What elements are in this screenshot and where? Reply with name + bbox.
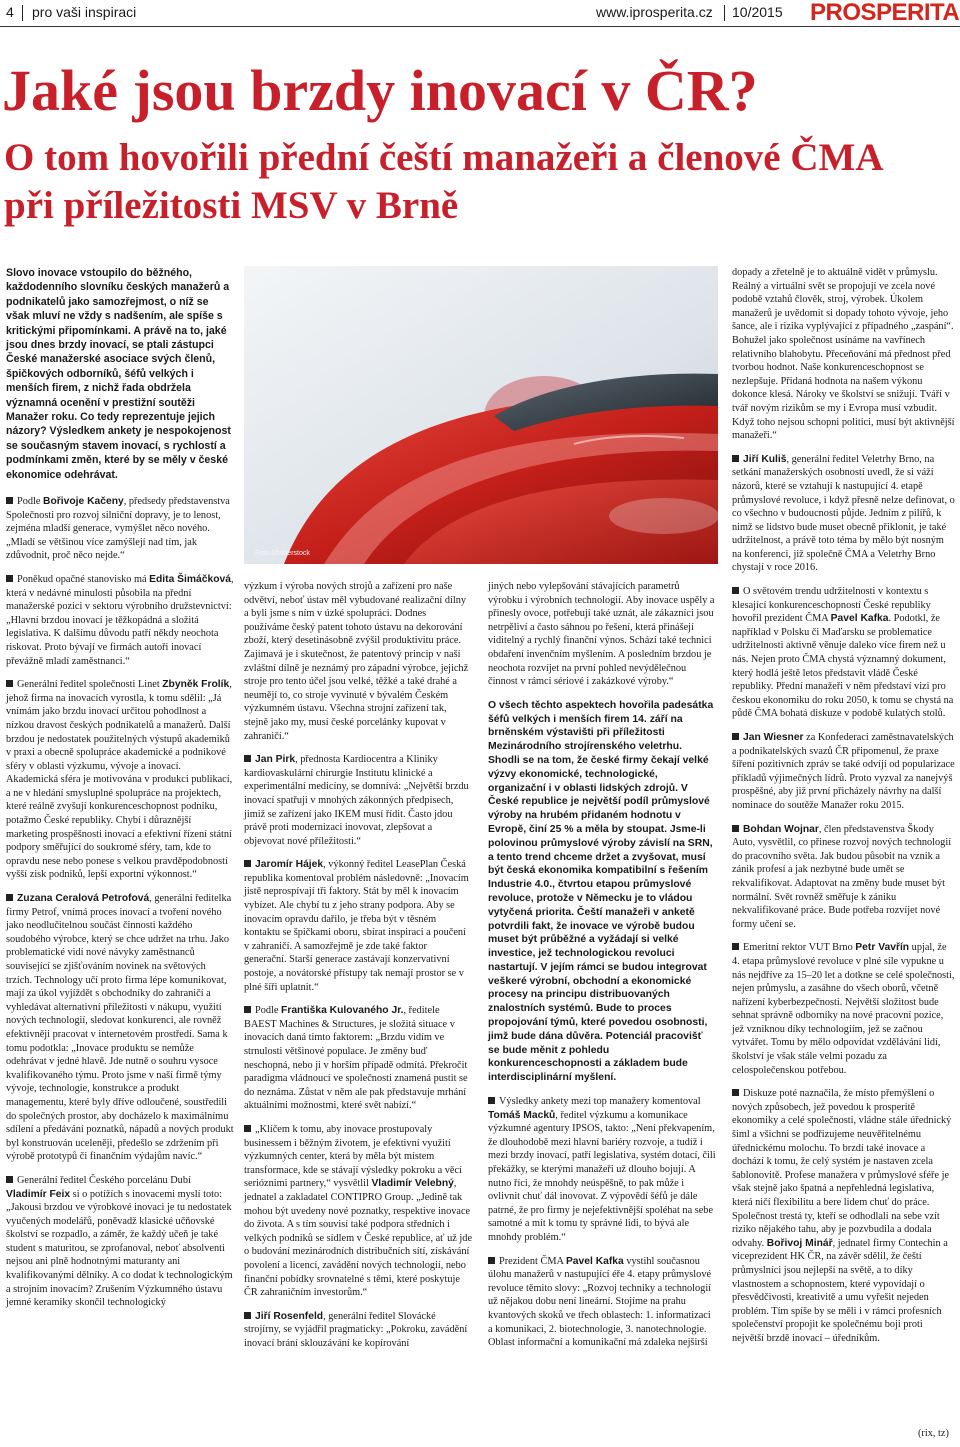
paragraph: Jan Pirk, přednosta Kardiocentra a Kliniky kardiovaskulární chirurgie Institutu klinické a experimentální medicíny, se domnívá: „Největší brzdu inovací spatřuji v mnohých zákonných předpisech, jimiž se zařízení jako IKEM musí řídit. Často jdou právě proti modernizaci inovovat, zlepšovat a objevovat nové příležitosti.“ <box>244 754 469 847</box>
bullet-square-icon <box>488 1257 495 1264</box>
page-header <box>0 0 960 26</box>
article-lead: Slovo inovace vstoupilo do běžného, každodenního slovníku českých manažerů a podnikatelů jako samozřejmost, o níž se však mluví ne vždy s nadšením, ale spíše s kritickými připomínkami. A právě na to, jaké jsou dnes brzdy inovací, se ptali zástupci České manažerské asociace svých členů, špičkových odborníků, šéfů velkých i menších firem, z nichž řada obdržela významná ocenění v prestižní soutěži Manažer roku. Co tedy reprezentuje jejich názory? Výsledkem ankety je nespokojenost se současným stavem inovací, s rychlostí a podmínkami změn, které by se měly v české ekonomice odehrávat. <box>6 267 231 481</box>
person-name: Zbyněk Frolík <box>162 679 230 691</box>
header-divider-2 <box>724 5 725 21</box>
person-name: Bořivoje Kačeny <box>43 496 124 507</box>
text-column-2 <box>244 580 472 1360</box>
person-name: Bohdan Wojnar <box>743 823 819 835</box>
article-title: Jaké jsou brzdy inovací v ČR? <box>2 58 758 123</box>
bullet-square-icon <box>6 497 13 504</box>
article-subtitle: O tom hovořili přední čeští manažeři a členové ČMA při příležitosti MSV v Brně <box>4 136 882 227</box>
car-photo <box>244 266 718 564</box>
person-name: Tomáš Macků <box>488 1109 556 1121</box>
paragraph: dopady a zřetelně je to aktuálně vidět v průmyslu. Reálný a virtuální svět se propojují ve zcela nové podobě vztahů člověk, stroj, výrobek. Úkolem manažerů je uvědomit si dopady tohoto vývoje, jeho šance, ale i rizika vyplývající z případného „zaspání“. Bohužel jako společnost usínáme na vavřínech relativního blahobytu. Přeceňování má přednost před tvorbou hodnot. Naše konkurenceschopnost se nezlepšuje. Přidaná hodnota na našem výkonu dokonce klesá. Nároky ve školství se snižují. Tváří v tvář novým rizikům se my i Evropa musí vzbudit. Když toho nejsou schopni politici, musí být aktivnější manažeři.“ <box>732 267 955 442</box>
paragraph: O světovém trendu udržitelnosti v kontextu s klesající konkurenceschopností České republiky hovořil prezident ČMA Pavel Kafka. Podotkl, že například v Polsku či Maďarsku se problematice udržitelnosti aktivně věnuje daleko více firem než u nás. Nejen proto ČMA chystá významný dokument, který hodlá ještě letos představit vládě České republiky. Přední manažeři v něm představí vizi pro českou ekonomiku do roku 2050, k tomu se chystá na půdě ČMA bohatá diskuze v podobě kulatých stolů. <box>732 586 954 720</box>
paragraph: Poněkud opačné stanovisko má Edita Šimáčková, která v nedávné minulosti působila na přední manažerské pozici v sektoru výrobního družstevnictví: „Hlavní brzdou inovací je těžkopádná a složitá legislativa. K dalšímu důvodu patří někdy neochota riskovat. Proto bývají ve firmách autoři inovací převážně mladí zaměstnanci.“ <box>6 573 234 667</box>
page-number: 4 <box>6 4 14 20</box>
bullet-square-icon <box>488 1097 495 1104</box>
photo-credit: Foto Shutterstock <box>255 550 310 557</box>
issue-number: 10/2015 <box>732 4 783 20</box>
text-column-3 <box>488 580 716 1360</box>
person-name: Edita Šimáčková <box>149 573 231 585</box>
paragraph: Diskuze poté naznačila, že místo přemýšlení o nových způsobech, jež povedou k prosperitě ekonomiky a celé společnosti, vládne stále úřednický šiml a všichni se podřizujeme neuvěřitelnému úřednickému molochu. To brzdí také inovace a dochází k tomu, že celý systém je nastaven zcela šablonovitě. Profese manažera v průmyslové sféře je však stejně jako špatná a nepřehledná legislativa, která ničí flexibilitu a bere lidem chuť do práce. Společnost trestá ty, kteří se odhodlali na sebe vzít riziko nějakého tahu, aby je pozvbudila a dodala odvahy. Bořivoj Minář, jednatel firmy Contechin a viceprezident HK ČR, na závěr sdělil, že čeští průmyslníci jsou nejlepší na světě, a to díky vlastnostem a schopnostem, které vypovídají o přesvědčivosti, kreativitě a umu vyřešit nejeden problém. Tím spíše by se měli i v rámci profesních společenství propojit ke společnému boji proti největší brzdě inovací – úředníkům. <box>732 1088 952 1344</box>
person-name: Jiří Kuliš <box>743 453 787 465</box>
bullet-square-icon <box>6 1176 13 1183</box>
person-name: Jan Pirk <box>255 754 296 766</box>
paragraph: Výsledky ankety mezi top manažery komentoval Tomáš Macků, ředitel výzkumu a komunikace výzkumné agentury IPSOS, takto: „Není překvapením, že dlouhodobě mezi hlavní bariéry rozvoje, a tudíž i mezi brzdy inovací, patří legislativa, systém dotací, čili překážky, se kterými manažeři už dlouho bojují. A nutno říci, že mnohdy neúspěšně, to pak může i ovlivnit chuť dál inovovat. Z výpovědí šéfů je dále patrné, že pro firmy je nejefektivnější spoléhat na sebe samotné a mít k tomu ty správné lidi, to bývá ale mnohdy problém.“ <box>488 1096 716 1243</box>
bullet-square-icon <box>244 860 251 867</box>
bullet-square-icon <box>244 1006 251 1013</box>
person-name: Jiří Rosenfeld <box>255 1310 324 1322</box>
bullet-square-icon <box>732 825 739 832</box>
bullet-square-icon <box>6 680 13 687</box>
header-rule <box>0 26 960 27</box>
author-signature: (rix, tz) <box>918 1428 949 1439</box>
person-name: Bořivoj Minář <box>766 1237 833 1249</box>
paragraph: Podle Františka Kulovaného Jr., ředitele BAEST Machines & Structures, je složitá situace v inovacích daná timto faktorem: „Brzdu vidím ve strnulosti většinové populace. Je změny buď neschopná, nebo ji v horším případě odmítá. Překročit paradigma vládnoucí ve společnosti znamená pustit se do neznáma. Zůstat v něm ale pak představuje mrhání aktuálními možnostmi, které svět nabízí.“ <box>244 1005 468 1112</box>
text-column-1 <box>6 495 234 1320</box>
bullet-square-icon <box>732 733 739 740</box>
paragraph: Emeritní rektor VUT Brno Petr Vavřín upjal, že 4. etapa průmyslové revoluce v plné síle vypukne u nás nejdříve za 15–20 let a dotkne se celé společnosti, nejen průmyslu, a zasáhne do všech oborů, včetně nařízení kyberbezpečnosti. Největší složitost bude sehnat správně odborníky na nové pracovní pozice, jež vzniknou díky technologiím, jež se začnou vytvářet. Tomu by mělo odpovídat vzdělávání lidí, školství je však stále velmi pozadu za celospolečenskou potřebou. <box>732 942 955 1076</box>
red-cars-image <box>244 266 718 564</box>
person-name: Františka Kulovaného Jr. <box>281 1005 404 1017</box>
paragraph: „Klíčem k tomu, aby inovace prostupovaly businessem i běžným životem, je efektivní využití výzkumných center, která by měla být místem transformace, kde se stávají výsledky pokroku a věcí serióznimi partnery,“ vysvětlil Vladimír Velebný, jednatel a zakladatel CONTIPRO Group. „Jedině tak mohou být uvedeny nové poznatky, respektive inovace do života. A s tím souvisí také podpora středních i velkých podniků se sídlem v České republice, ať už jde o budování mezinárodních distribučních sítí, získávání povolení a licencí, zavádění nových technologií, nebo finanční pobídky srovnatelné s těmi, které poskytuje ČR zahraničním investorům.“ <box>244 1123 473 1299</box>
bullet-square-icon <box>732 587 739 594</box>
section-label: pro vaši inspiraci <box>32 4 137 20</box>
paragraph: jiných nebo vylepšování stávajících parametrů výrobku i výrobních technologií. Aby inovace uspěly a přinesly ovoce, potřebují také uznát, ale zákazníci jsou netrpěliví a často sáhnou po řešení, která přinášejí viditelný a rychlý finanční výnos. Schází také technici obdaření invenčním myšlením. A posledním brzdou je neochota rozvíjet na první pohled nevýdělečnou činnost v rámci sériové i zakázkové výroby.“ <box>488 581 715 688</box>
paragraph: Prezident ČMA Pavel Kafka vystihl současnou úlohu manažerů v nastupující éře 4. etapy průmyslové revoluce těmito slovy: „Rozvoj techniky a technologií už nějakou dobu není lineární. Stojíme na prahu kvantových skoků ve třech oblastech: 1. informatizaci a komunikaci, 2. biotechnologie, 3. nanotechnologie. Oblast informační a komunikační má zdaleka nejširší <box>488 1255 712 1349</box>
bullet-square-icon <box>244 1125 251 1132</box>
person-name: Petr Vavřín <box>855 942 910 954</box>
bullet-square-icon <box>732 455 739 462</box>
prosperita-logo: PROSPERITA <box>810 0 960 26</box>
bullet-square-icon <box>244 755 251 762</box>
paragraph: Bohdan Wojnar, člen představenstva Škody Auto, vysvětlil, co přinese rozvoj nových technologií do pracovního světa. Jak budou působit na vznik a zánik profesí a jak nezbytné bude umět se rekvalifikovat. Adaptovat na změny bude muset být normální. Svět rovněž směřuje k zániku nekvalifikované práce. Bude potřeba rozvíjet nové formy učení se. <box>732 823 952 930</box>
paragraph: Generální ředitel společnosti Linet Zbyněk Frolík, jehož firma na inovacích vyrostla, k tomu sdělil: „Já vnímám jako brzdu inovací určitou pohodlnost a nízkou dravost českých podnikatelů a manažerů. Další brzdou je nedostatek použitelných výstupů akademiků v praxi a obecně spolupráce akademické a podnikové sféry v oblasti výzkumu, vývoje a inovací. Akademická sféra je motivována v produkci publikací, a ne v hledání smysluplné spolupráce na projektech, které reálně zvyšují konkurenceschopnost podniku, potažmo České republiky. Chybí i důraznější marketing prospěšnosti inovací a efektivní řízení státní podpory směřující do soukromé sféry, tam, kde to opravdu nese nebo ponese s velkou pravděpodobností vyšší zisk podniků, lepší exportní výkonnost.“ <box>6 679 233 881</box>
person-name: Vladimír Feix <box>6 1188 71 1200</box>
bullet-square-icon <box>732 943 739 950</box>
paragraph: Podle Bořivoje Kačeny, předsedy představenstva Společnosti pro rozvoj silniční dopravy, je to lenost, zejména mladší generace, vymýšlet něco nového. „Mladí se většinou více zamýšlejí nad tím, jak zdůvodnit, proč něco nejde.“ <box>6 496 230 562</box>
website-url[interactable]: www.iprosperita.cz <box>596 4 713 20</box>
paragraph: O všech těchto aspektech hovořila padesátka šéfů velkých i menších firem 14. září na brněnském výstavišti při příležitosti Mezinárodního strojírenského veletrhu. Shodli se na tom, že české firmy čekají velké výzvy ekonomické, technologické, organizační i v oblasti lidských zdrojů. V České republice je největší podíl průmyslové výroby na hrubém přidaném hodnotu v Evropě, činí 25 % a měla by stoupat. Jsme-li polovinou průmyslové výroby závislí na SRN, a tento trend chceme držet a zvyšovat, musí být česká ekonomika kompatibilní s řešením Industrie 4.0., čtvrtou etapou průmyslové revoluce, protože v Německu je to vládou vytyčená priorita. Čeští manažeři v anketě potvrdili fakt, že inovace ve výrobě budou muset být průběžné a vyžádají si velké investice, jež technologickou revoluci nastartují. V jejím rámci se budou integrovat veškeré výrobní, obchodní a ekonomické procesy na principu distribuovaných znalostních systémů. Bude to proces propojování týmů, které povedou osobnosti, jimž bude dána důvěra. Potenciál pracovišť se bude měnit z pohledu konkurenceschopnosti a základem bude interdisciplinární myšlení. <box>488 699 714 1084</box>
paragraph: Jaromír Hájek, výkonný ředitel LeasePlan Česká republika komentoval problém následovně: „Inovacím jistě neprospívají tři faktory. Stát by měl k inovacím vybízet. Ale chybí tu z jeho strany podpora. Aby se inovacím opravdu dařilo, je třeba být v těsném kontaktu se špičkami oboru, sbírat inspiraci a poučení v zahraničí. A samozřejmě je zde také faktor generační. Starší generace zastávají konzervativní postoje, a novátorské přístupy tak nemají prostor se v plné šíři uplatnit.“ <box>244 859 469 993</box>
bullet-square-icon <box>244 1312 251 1319</box>
paragraph: Jiří Rosenfeld, generální ředitel Slovácké strojírny, se vyjádřil pragmaticky: „Pokroku, zavádění inovací brání sklouzávání ke kopírování <box>244 1310 468 1349</box>
person-name: Vladimír Velebný <box>371 1178 454 1190</box>
person-name: Pavel Kafka <box>565 1255 624 1267</box>
person-name: Jan Wiesner <box>743 732 804 743</box>
text-column-4 <box>732 266 956 1356</box>
paragraph: Jiří Kuliš, generální ředitel Veletrhy Brno, na setkání manažerských osobností uvedl, že si váží názorů, které se vztahují k nastupující 4. etapě průmyslové revoluce, i když přesně nelze definovat, o co všechno v budoucnosti půjde. Jedním z pilířů, k nimž se lidstvo bude muset obecně přiklonit, je také udržitelnost, a právě toto téma by mělo být nosným na konferenci, již společně ČMA a Veletrhy Brno chystají v roce 2016. <box>732 453 955 574</box>
paragraph: Jan Wiesner za Konfederaci zaměstnavatelských a podnikatelských svazů ČR připomenul, že praxe šíření pozitivních zpráv se také odvíjí od popularizace příkladů výjimečných lídrů. Proto vyzval za nanejvýš prospěšné, aby již první přicházely návrhy na další nominace do soutěže Manažer roku 2015. <box>732 732 955 811</box>
paragraph: výzkum i výroba nových strojů a zařízení pro naše odvětví, neboť ústav měl vybudované realizační dílny a byli jsme s ním v úzké spolupráci. Dodnes používáme český patent tohoto ústavu na dekorování zboží, který desetinásobně zvýšil produktivitu práce. Zajímavá je i skutečnost, že patentový princip v naší zvláštní dílně je neznámý pro západní výrobce, jejichž stroje pro tento účel jsou velké, těžké a také drahé a neumějí to, co stroje vyvinuté v bývalém Českém výzkumném ústavu. Všechna strojní zařízení tak, stejně jako my, musí české porcelánky kupovat v zahraničí.“ <box>244 581 469 742</box>
bullet-square-icon <box>6 575 13 582</box>
bullet-square-icon <box>6 894 13 901</box>
paragraph: Zuzana Ceralová Petrofová, generální ředitelka firmy Petrof, vnímá proces inovací a tvoření nového jako neodlučitelnou součást činnosti každého soudobého výrobce, který se chce udržet na trhu. Jako problematické vidí nové návyky zaměstnanců související se zjišťováním novinek na světových trzích. Technology učí proto firma lépe komunikovat, mají za úkol vyjíždět s obchodníky do zahraničí a vyhledávat alternativní příležitosti v nákupu, využití nových technologií, sledovat konkurenci, ale rovněž efektivněji pracovat v internetovém prostředí. Sama k tomu podotkla: „Inovace produktu se nemůže odehrávat v jedné hlavě. Jde nutně o souhru vysoce kvalifikovaného týmu. Proto jsme v naší firmě týmy vývoje, technologie, konstrukce a produkt managementu, které byly dříve odloučené, soustředili do společných prostor, aby docházelo k maximálnímu sdílení a předávání poznatků, nápadů a nových produkt byl konstruován uceleněji, předešlo se zdržením při výrobě prototypů či finančním výdajům navíc.“ <box>6 893 234 1163</box>
bullet-square-icon <box>732 1089 739 1096</box>
header-divider <box>22 5 23 21</box>
paragraph: Generální ředitel Českého porcelánu Dubí Vladimír Feix si o potížích s inovacemi myslí toto: „Jakousi brzdou ve výrobkové inovaci je tu nedostatek vyučených modelářů, poněvadž klasické učňovské školství se rozpadlo, a záměr, že každý učeň je také student s maturitou, se zprofanoval, neboť absolventi nejsou ani plně hodnotnými maturanty ani kvalifikovanými dělníky. A co dodat k technologickým a strojním inovacím? Zrušením Výzkumného ústavu jemné keramiky skončil technologický <box>6 1174 233 1309</box>
person-name: Zuzana Ceralová Petrofová <box>17 893 150 905</box>
person-name: Pavel Kafka <box>830 613 889 625</box>
person-name: Jaromír Hájek <box>255 859 324 871</box>
